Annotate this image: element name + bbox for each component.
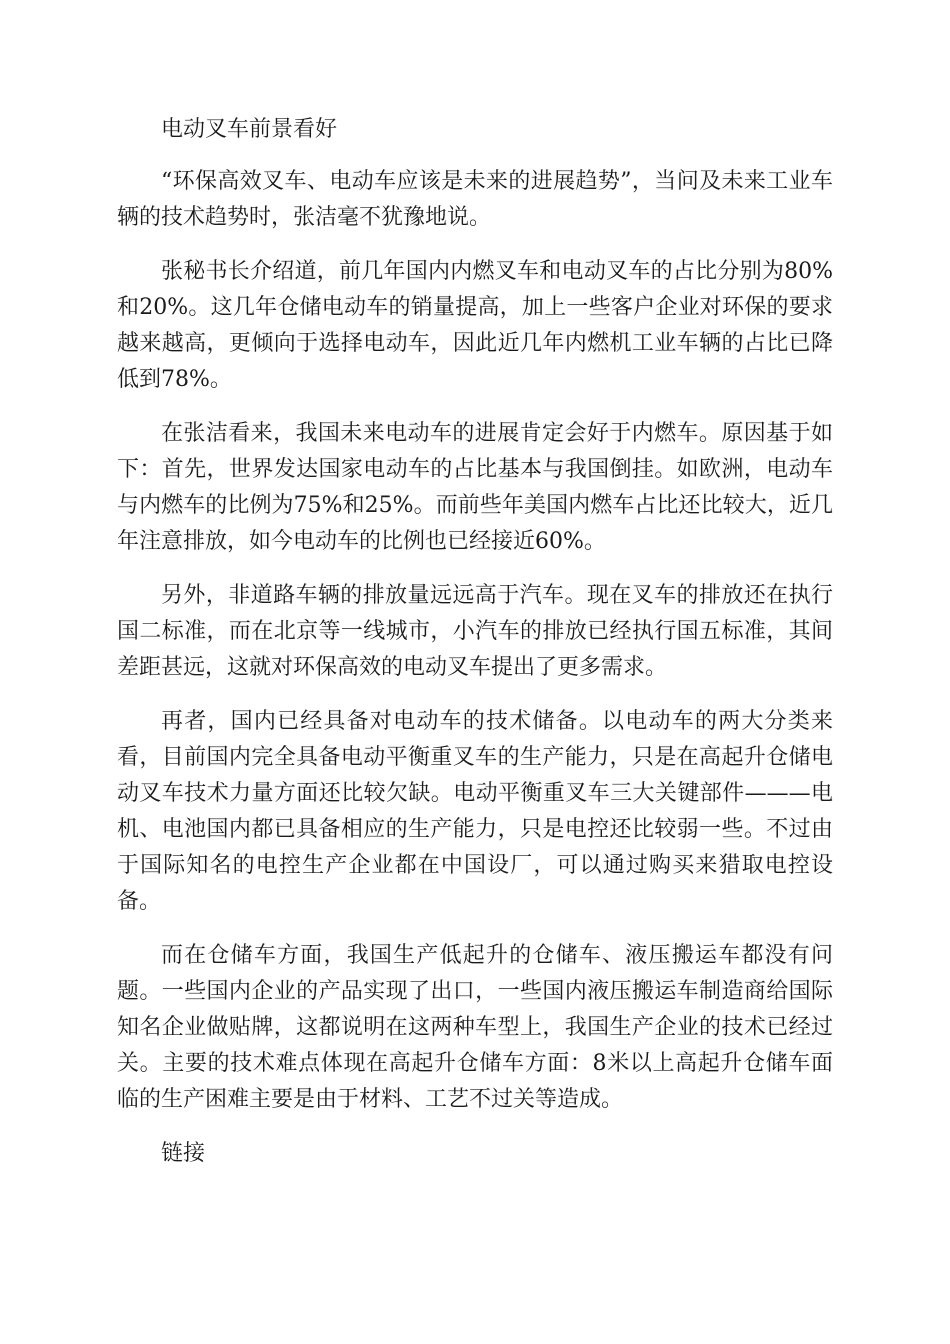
link-label: 链接 xyxy=(161,1141,206,1166)
paragraph-trend-quote: “环保高效叉车、电动车应该是未来的进展趋势”，当问及未来工业车辆的技术趋势时，张洁毫不犹豫地说。 xyxy=(117,169,833,230)
paragraph-market-share: 张秘书长介绍道，前几年国内内燃叉车和电动叉车的占比分别为80%和20%。这几年仓储电动车的销量提高，加上一些客户企业对环保的要求越来越高，更倾向于选择电动车，因此近几年内燃机工业车辆的占比已降低到78%。 xyxy=(117,259,833,392)
paragraph-warehouse-vehicles: 而在仓储车方面，我国生产低起升的仓储车、液压搬运车都没有问题。一些国内企业的产品实现了出口，一些国内液压搬运车制造商给国际知名企业做贴牌，这都说明在这两种车型上，我国生产企业的技术已经过关。主要的技术难点体现在高起升仓储车方面：8米以上高起升仓储车面临的生产困难主要是由于材料、工艺不过关等造成。 xyxy=(117,943,833,1112)
paragraph-emission-standards: 另外，非道路车辆的排放量远远高于汽车。现在叉车的排放还在执行国二标准，而在北京等一线城市，小汽车的排放已经执行国五标准，其间差距甚远，这就对环保高效的电动叉车提出了更多需求。 xyxy=(117,583,833,680)
paragraph-technical-reserve: 再者，国内已经具备对电动车的技术储备。以电动车的两大分类来看，目前国内完全具备电动平衡重叉车的生产能力，只是在高起升仓储电动叉车技术力量方面还比较欠缺。电动平衡重叉车三大关键部件———电机、电池国内都已具备相应的生产能力，只是电控还比较弱一些。不过由于国际知名的电控生产企业都在中国设厂，可以通过购买来猎取电控设备。 xyxy=(117,709,833,914)
paragraph-international-comparison: 在张洁看来，我国未来电动车的进展肯定会好于内燃车。原因基于如下：首先，世界发达国家电动车的占比基本与我国倒挂。如欧洲，电动车与内燃车的比例为75%和25%。而前些年美国内燃车占比还比较大，近几年注意排放，如今电动车的比例也已经接近60%。 xyxy=(117,421,833,554)
section-heading: 电动叉车前景看好 xyxy=(161,117,338,142)
document-body xyxy=(117,112,833,1190)
